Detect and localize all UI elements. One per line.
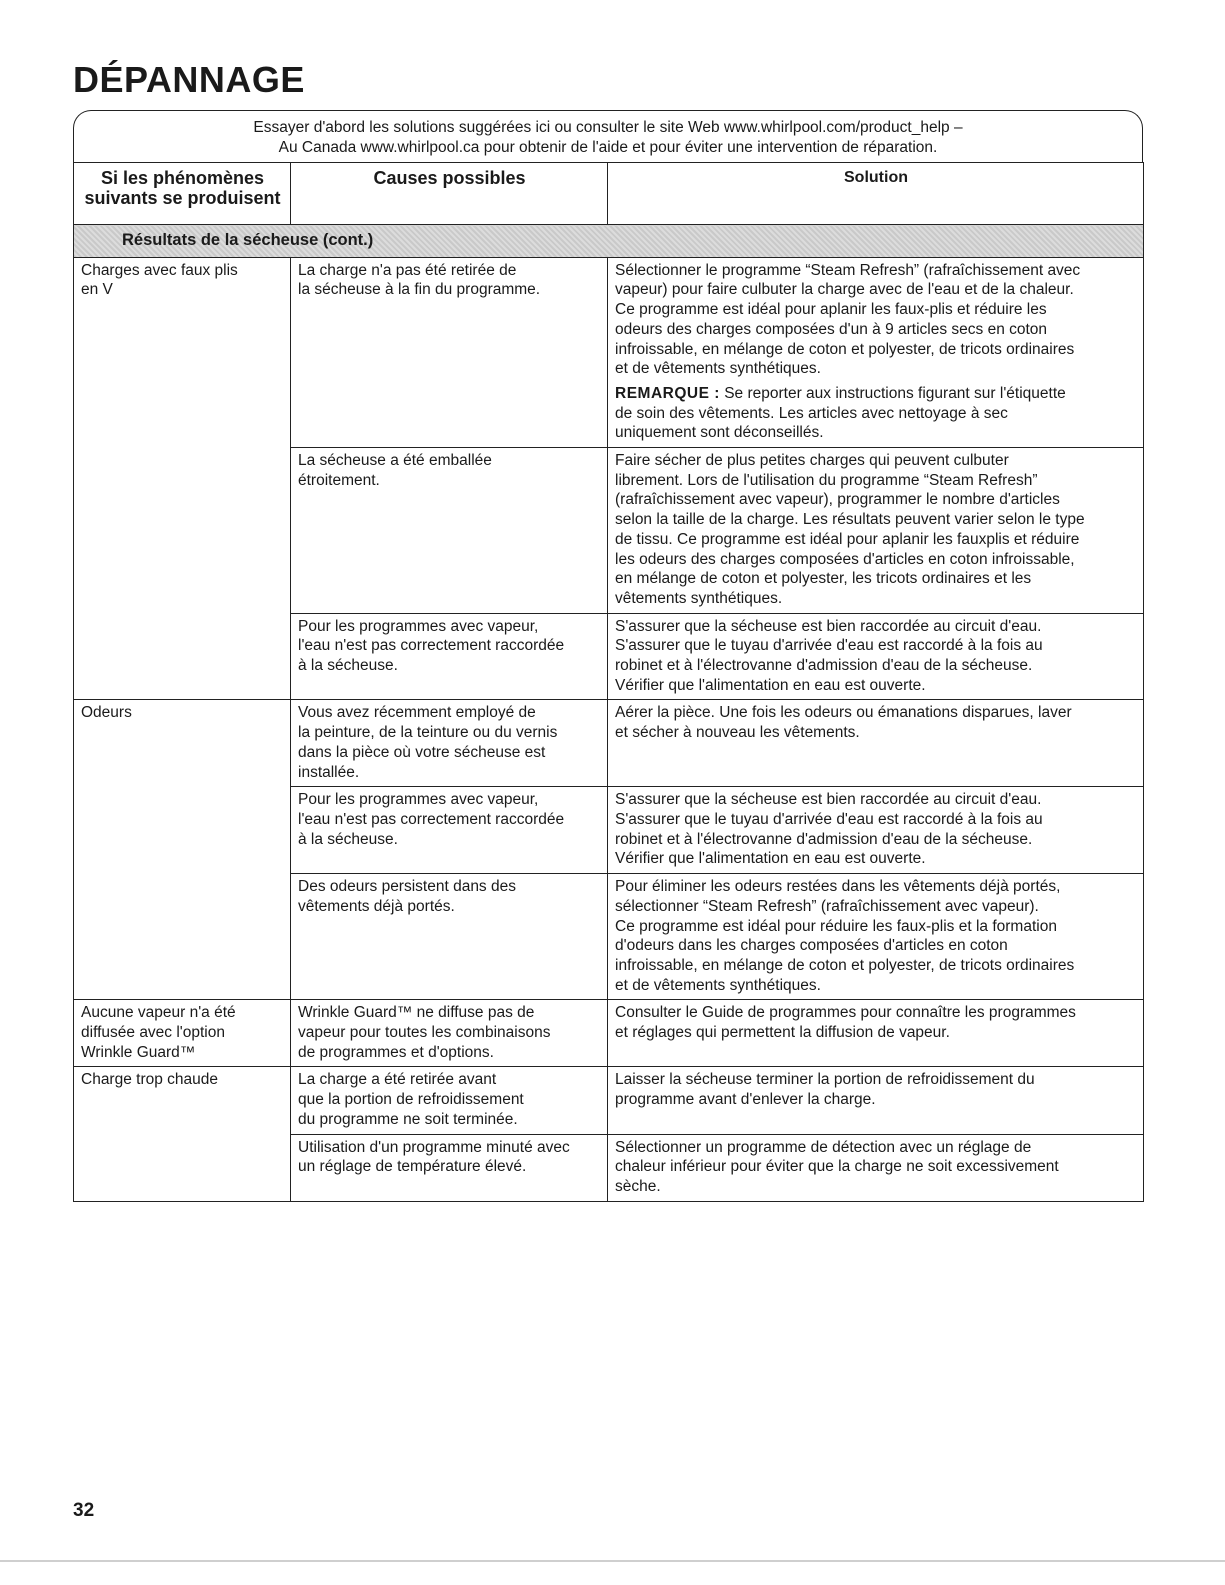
table-row [74, 1000, 1144, 1067]
remarque-note [615, 384, 1137, 443]
cause-cell: Utilisation d'un programme minuté avec un réglage de température élevé. [291, 1134, 608, 1201]
solution-cell: S'assurer que la sécheuse est bien raccordée au circuit d'eau. S'assurer que le tuyau d'arrivée d'eau est raccordé à la fois au robinet et à l'électrovanne d'admission d'eau de la sécheuse. Vérifier que l'alimentation en eau est ouverte. [608, 787, 1144, 874]
cause-cell: La sécheuse a été emballée étroitement. [291, 448, 608, 614]
cause-cell: Des odeurs persistent dans des vêtements déjà portés. [291, 874, 608, 1000]
table-row [74, 257, 1144, 447]
header-solution: Solution [608, 163, 1144, 225]
cause-cell: Pour les programmes avec vapeur, l'eau n'est pas correctement raccordée à la sécheuse. [291, 613, 608, 700]
header-problem: Si les phénomènes suivants se produisent [74, 163, 291, 225]
problem-cell: Odeurs [74, 700, 291, 1000]
solution-cell: Aérer la pièce. Une fois les odeurs ou émanations disparues, laver et sécher à nouveau les vêtements. [608, 700, 1144, 787]
bottom-rule [0, 1560, 1225, 1562]
table-row [74, 700, 1144, 787]
solution-cell: Pour éliminer les odeurs restées dans les vêtements déjà portés, sélectionner “Steam Refresh” (rafraîchissement avec vapeur). Ce programme est idéal pour réduire les faux-plis et la formation d'odeurs dans les charges composées d'articles en coton infroissable, en mélange de coton et polyester, de tricots ordinaires et de vêtements synthétiques. [608, 874, 1144, 1000]
solution-cell: Consulter le Guide de programmes pour connaître les programmes et réglages qui permettent la diffusion de vapeur. [608, 1000, 1144, 1067]
cause-cell: La charge n'a pas été retirée de la sécheuse à la fin du programme. [291, 257, 608, 447]
intro-line-2: Au Canada www.whirlpool.ca pour obtenir de l'aide et pour éviter une intervention de réparation. [278, 139, 938, 156]
problem-cell: Charge trop chaude [74, 1067, 291, 1201]
table-header-row [74, 163, 1144, 225]
cause-cell: La charge a été retirée avant que la portion de refroidissement du programme ne soit terminée. [291, 1067, 608, 1134]
section-row [74, 225, 1144, 258]
remarque-text: Se reporter aux instructions figurant sur l'étiquette de soin des vêtements. Les articles avec nettoyage à sec uniquement sont déconseillés. [615, 384, 1066, 442]
solution-cell: Laisser la sécheuse terminer la portion de refroidissement du programme avant d'enlever la charge. [608, 1067, 1144, 1134]
cause-cell: Vous avez récemment employé de la peinture, de la teinture ou du vernis dans la pièce où votre sécheuse est installée. [291, 700, 608, 787]
solution-cell [608, 257, 1144, 447]
solution-cell: Faire sécher de plus petites charges qui peuvent culbuter librement. Lors de l'utilisation du programme “Steam Refresh” (rafraîchissement avec vapeur), programmer le nombre d'articles selon la taille de la charge. Les résultats peuvent varier selon le type de tissu. Ce programme est idéal pour aplanir les fauxplis et réduire les odeurs des charges composées d'articles en coton infroissable, en mélange de coton et polyester, les tricots ordinaires et les vêtements synthétiques. [608, 448, 1144, 614]
remarque-label: REMARQUE : [615, 384, 720, 402]
problem-cell: Charges avec faux plis en V [74, 257, 291, 700]
page-title: DÉPANNAGE [73, 59, 305, 100]
page-number: 32 [73, 1500, 95, 1521]
header-causes: Causes possibles [291, 163, 608, 225]
intro-box [73, 110, 1143, 162]
solution-cell: S'assurer que la sécheuse est bien raccordée au circuit d'eau. S'assurer que le tuyau d'arrivée d'eau est raccordé à la fois au robinet et à l'électrovanne d'admission d'eau de la sécheuse. Vérifier que l'alimentation en eau est ouverte. [608, 613, 1144, 700]
intro-line-1: Essayer d'abord les solutions suggérées ici ou consulter le site Web www.whirlpool.com/product_help – [253, 119, 963, 136]
cause-cell: Pour les programmes avec vapeur, l'eau n'est pas correctement raccordée à la sécheuse. [291, 787, 608, 874]
section-title: Résultats de la sécheuse (cont.) [74, 225, 1144, 258]
problem-cell: Aucune vapeur n'a été diffusée avec l'option Wrinkle Guard™ [74, 1000, 291, 1067]
solution-cell: Sélectionner un programme de détection avec un réglage de chaleur inférieur pour éviter que la charge ne soit excessivement sèche. [608, 1134, 1144, 1201]
table-row [74, 1067, 1144, 1134]
cause-cell: Wrinkle Guard™ ne diffuse pas de vapeur pour toutes les combinaisons de programmes et d'options. [291, 1000, 608, 1067]
troubleshooting-table [73, 162, 1144, 1202]
solution-text: Sélectionner le programme “Steam Refresh” (rafraîchissement avec vapeur) pour faire culbuter la charge avec de l'eau et de la chaleur. Ce programme est idéal pour aplanir les faux-plis et réduire les odeurs des charges composées d'un à 9 articles secs en coton infroissable, en mélange de coton et polyester, de tricots ordinaires et de vêtements synthétiques. [615, 261, 1081, 378]
